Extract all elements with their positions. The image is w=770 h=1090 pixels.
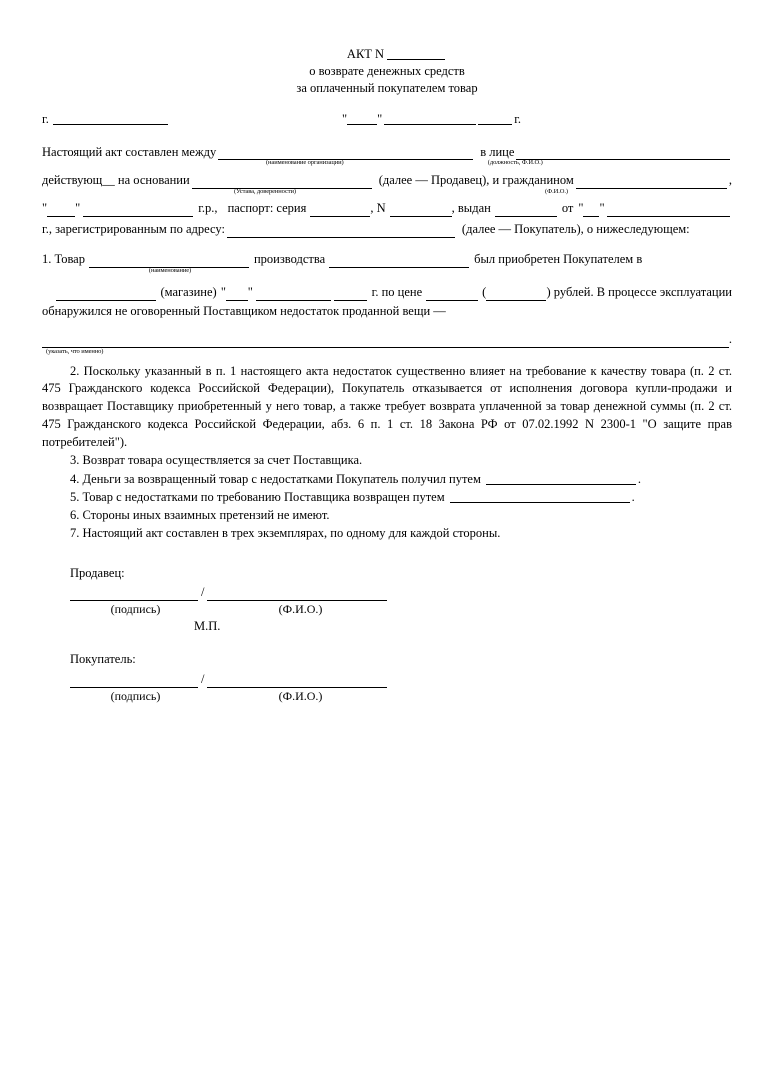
intro-line-1 [42, 144, 732, 167]
intro-label-drawn-between: Настоящий акт составлен между [42, 144, 217, 159]
purchase-month-input[interactable] [256, 290, 331, 302]
label-passport-from: от [561, 201, 574, 216]
seller-signature-captions [42, 601, 732, 617]
clause1-label-goods: 1. Товар [42, 252, 85, 266]
title-act-label: АКТ N [346, 47, 385, 61]
document-title-block [42, 46, 732, 97]
buyer-signature-lines [42, 671, 732, 688]
purchase-year-input[interactable] [334, 290, 367, 302]
date-month-input[interactable] [384, 113, 476, 125]
seller-signature-input[interactable] [70, 589, 198, 601]
price-words-input[interactable] [486, 290, 546, 302]
title-line-subject2: за оплаченный покупателем товар [296, 80, 478, 95]
caption-buyer-signature: (подпись) [110, 689, 161, 704]
caption-seller-fio: (Ф.И.О.) [278, 602, 323, 617]
clause5-label: 5. Товар с недостатками по требованию Поставщика возвращен путем [70, 489, 445, 504]
seller-fio-input[interactable] [207, 589, 387, 601]
city-date-row [42, 111, 732, 128]
date-year-input[interactable] [478, 113, 512, 125]
organization-name-input[interactable] [218, 148, 473, 160]
birth-month-year-input[interactable] [83, 206, 193, 218]
clause1-label-defect-found: обнаружился не оговоренный Поставщиком недостаток проданной вещи — [42, 304, 446, 319]
clause1-period: . [728, 332, 732, 347]
clause1-label-price: г. по цене [371, 285, 423, 300]
intro-label-in-person-of: в лице [480, 144, 515, 159]
caption-fio: (Ф.И.О.) [545, 187, 568, 195]
clause1-label-production: производства [253, 252, 326, 266]
purchase-quote-close: " [247, 285, 253, 300]
clause-2-paragraph: 2. Поскольку указанный в п. 1 настоящего акта недостаток существенно влияет на требование к качеству товара (п. 2 ст. 475 Гражданского кодекса Российской Федерации), Покупатель отказывается от исполнения договора купли-продажи и возвращает Поставщику приобретенный у него товар, а также требует возврата уплаченной за товар денежной суммы (п. 2 ст. 475 Гражданского кодекса Российской Федерации, абз. 6 п. 1 ст. 18 Закона РФ от 07.02.1992 N 2300-1 "О защите прав потребителей"). [42, 363, 732, 449]
seller-label: Продавец: [70, 565, 125, 580]
issue-month-year-input[interactable] [607, 205, 730, 217]
goods-manufacturer-input[interactable] [329, 256, 469, 268]
clause-1-defect-field [42, 331, 732, 355]
intro-line-4 [42, 221, 732, 238]
clause-6-line: 6. Стороны иных взаимных претензий не имеют. [70, 508, 330, 522]
label-passport-issued: , выдан [451, 201, 491, 216]
citizen-fio-input[interactable] [576, 177, 727, 189]
money-received-method-input[interactable] [486, 473, 636, 485]
intro-label-acting-on-basis: действующ__ на основании [42, 172, 190, 187]
caption-seller-signature: (подпись) [110, 602, 161, 617]
clause-5-line [42, 488, 732, 506]
seller-slash: / [201, 585, 205, 600]
passport-series-input[interactable] [310, 206, 370, 218]
address-input[interactable] [227, 226, 455, 238]
price-digits-input[interactable] [426, 290, 478, 302]
buyer-label: Покупатель: [70, 652, 136, 667]
clause-1-line-1 [42, 251, 732, 274]
seller-signature-lines [42, 584, 732, 601]
act-number-field[interactable] [387, 48, 445, 60]
title-line-subject: о возврате денежных средств [309, 63, 465, 78]
defect-description-input[interactable] [42, 336, 729, 348]
buyer-signature-input[interactable] [70, 676, 198, 688]
passport-number-input[interactable] [390, 206, 452, 218]
caption-position-fio: (должность, Ф.И.О.) [487, 159, 543, 167]
caption-organization-name: (наименование организации) [265, 159, 344, 167]
date-year-suffix: г. [514, 111, 522, 126]
buyer-fio-input[interactable] [207, 676, 387, 688]
label-registered-at: г., зарегистрированным по адресу: [42, 222, 225, 237]
clause-3-line: 3. Возврат товара осуществляется за счет Поставщика. [70, 453, 363, 468]
passport-issuer-input[interactable] [495, 206, 557, 218]
label-birth-suffix: г.р., [198, 201, 218, 216]
issue-quote-close: " [599, 201, 605, 216]
birth-quote-open: " [42, 201, 48, 216]
intro-label-hereinafter-seller: (далее — Продавец), и гражданином [378, 172, 574, 187]
buyer-signature-captions [42, 688, 732, 704]
city-field-group [42, 111, 342, 128]
caption-specify-what: (указать, что именно) [46, 348, 104, 355]
clause-1-line-3 [42, 303, 732, 320]
city-input[interactable] [53, 113, 168, 125]
clause-4-line [42, 470, 732, 488]
caption-ustav-doverennosti: (Устава, доверенности) [234, 187, 296, 195]
caption-buyer-fio: (Ф.И.О.) [278, 689, 323, 704]
representative-input[interactable] [516, 148, 730, 160]
caption-goods-name: (наименование) [148, 266, 192, 274]
clause-7-line: 7. Настоящий акт составлен в трех экземплярах, по одному для каждой стороны. [70, 526, 501, 541]
clause-1-line-2 [42, 284, 732, 301]
city-label: г. [42, 111, 49, 126]
clause1-label-purchased: был приобретен Покупателем в [474, 252, 643, 266]
store-name-input[interactable] [56, 290, 156, 302]
clause4-period: . [637, 471, 642, 486]
label-passport-series: паспорт: серия [227, 201, 307, 216]
clause1-label-store: (магазине) [160, 285, 217, 300]
label-passport-number: , N [370, 201, 386, 216]
title-line-act-number [42, 46, 732, 63]
goods-returned-method-input[interactable] [450, 491, 630, 503]
birth-day-input[interactable] [47, 206, 75, 218]
seller-signature-block [42, 565, 732, 636]
purchase-quote-open: " [220, 285, 226, 300]
purchase-day-input[interactable] [226, 290, 248, 302]
clause5-period: . [631, 489, 635, 504]
intro-line-3 [42, 200, 732, 217]
birth-quote-close: " [75, 201, 81, 216]
intro-comma-1: , [728, 172, 732, 187]
date-quote-close: " [377, 111, 383, 126]
intro-line-2 [42, 172, 732, 195]
basis-document-input[interactable] [192, 177, 372, 189]
issue-quote-open: " [578, 201, 584, 216]
clause4-label: 4. Деньги за возвращенный товар с недостатками Покупатель получил путем [70, 471, 481, 486]
clause1-paren-open: ( [482, 285, 487, 300]
date-field-group [342, 111, 521, 128]
stamp-place-label: М.П. [194, 619, 221, 634]
clause1-label-rubles: ) рублей. В процессе эксплуатации [546, 285, 732, 300]
issue-day-input[interactable] [583, 206, 599, 218]
label-hereinafter-buyer: (далее — Покупатель), о нижеследующем: [461, 222, 690, 237]
buyer-slash: / [201, 672, 205, 687]
date-quote-open: " [342, 111, 348, 126]
buyer-signature-block [42, 651, 732, 704]
document-content [42, 46, 732, 704]
date-day-input[interactable] [347, 113, 377, 125]
